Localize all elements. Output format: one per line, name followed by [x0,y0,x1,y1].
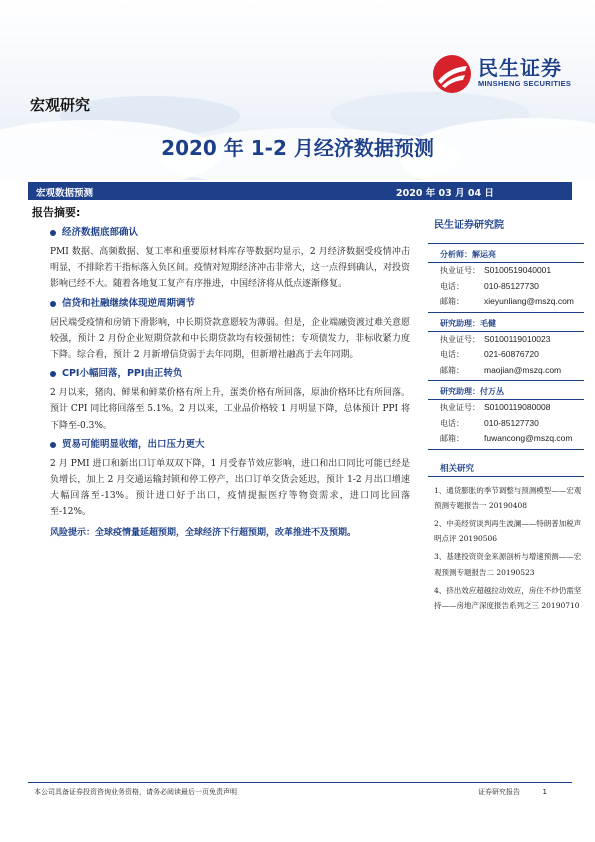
related-research-list [428,483,584,614]
summary-title: 报告摘要: [32,206,81,219]
related-research-title: 相关研究 [440,463,475,474]
page-title: 2020 年 1-2 月经济数据预测 [161,136,434,160]
assistant-role: 研究助理：付万丛 [440,387,504,396]
minsheng-logo-icon [432,54,472,94]
summary-paragraph: PMI 数据、高频数据、复工率和重要原材料库存等数据均显示，2 月经济数据受疫情冲击明显，不排除若干指标落入负区间。疫情对短期经济冲击非常大，这一点得到确认，对投资影响已经不大。随着各地复工复产有序推进，中国经济将从低点逐渐修复。 [50,247,411,290]
contact-row: 电话： 021-60876720 [440,349,539,359]
summary-heading: 贸易可能明显收缩，出口压力更大 [28,438,410,452]
sidebar [428,204,584,616]
analyst-role: 分析师：解运亮 [440,250,496,259]
email-link[interactable]: fuwancong@mszq.com [484,433,573,443]
summary-paragraph: 2 月 PMI 进口和新出口订单双双下降，1 月受春节效应影响，进口和出口同比可能已经是负增长，加上 2 月交通运输封锁和停工停产，出口订单交货会延迟，预计 1-2 月出口增速大幅回落至-13%。预计进口好于出口，疫情提振医疗等物资需求，进口同比回落至-12%。 [50,458,410,518]
summary-paragraph: 2 月以来，猪肉、鲜果和鲜菜价格有所上升，蛋类价格有所回落，原油价格环比有所回落。预计 CPI 同比将回落至 5.1%。2 月以来，工业品价格较 1 月明显下降，总体预计 PPI 将下降至-0.3%。 [50,388,410,431]
contact-row: 电话： 010-85127730 [440,280,539,291]
company-logo [432,52,582,96]
bullet-icon [50,371,56,377]
summary-heading: 信贷和社融继续体现逆周期调节 [28,297,410,311]
summary-column [28,204,410,541]
summary-paragraph: 居民端受疫情和房销下滑影响，中长期贷款意愿较为薄弱。但是，企业端融资渡过难关意愿较强，预计 2 月份企业短期贷款和中长期贷款均有较强韧性；专项债发力，非标收紧力度下降。综合看，预计 2 月新增信贷弱于去年同期，但新增社融高于去年同期。 [50,317,411,361]
contact-row: 执业证号： S0100119010023 [440,333,551,344]
report-section-label: 宏观研究 [30,96,91,114]
logo-name-en: MINSHENG SECURITIES [478,79,572,88]
email-link[interactable]: xieyunliang@mszq.com [484,296,574,306]
contact-row[interactable]: 邮箱： fuwancong@mszq.com [440,433,573,443]
summary-heading: CPI小幅回落，PPI由正转负 [28,367,410,381]
divider [428,449,584,450]
related-item[interactable]: 2、中美经贸谈判再生波澜——特朗普加税声明点评 20190506 [434,518,582,544]
divider [428,243,584,244]
report-category: 宏观数据预测 [36,188,94,199]
bullet-icon [50,442,56,448]
logo-name-cn: 民生证券 [478,56,562,80]
related-item[interactable]: 4、挤出效应超越拉动效应，房住不炒仍需坚持——房地产深度报告系列之三 20190710 [434,585,582,610]
footer-divider [28,782,572,783]
email-link[interactable]: maojian@mszq.com [484,364,562,375]
footer-info [478,787,547,797]
contact-row: 执业证号： S0100119080008 [440,402,551,412]
contact-row: 电话： 010-85127730 [440,417,539,428]
bullet-icon [50,230,56,236]
category-bar [28,182,572,200]
institute-name: 民生证券研究院 [434,220,504,231]
contact-row[interactable]: 邮箱： xieyunliang@mszq.com [440,296,574,306]
related-item[interactable]: 1、通货膨胀的季节调整与预测模型——宏观预测专题报告一 20190408 [434,485,582,510]
related-item[interactable]: 3、基建投资资金来源剖析与增速预测——宏观预测专题报告二 20190523 [434,552,582,577]
divider [428,476,584,477]
assistant-role: 研究助理：毛健 [440,318,496,328]
footer-doc-type: 证券研究报告 [478,788,520,796]
contact-row: 执业证号： S0100519040001 [440,265,552,275]
summary-heading: 经济数据底部确认 [28,226,410,240]
footer-disclaimer: 本公司具备证券投资咨询业务资格，请务必阅读最后一页免责声明 [34,788,237,796]
contact-row[interactable]: 邮箱： maojian@mszq.com [440,364,562,375]
divider [428,312,584,313]
risk-warning: 风险提示：全球疫情量延超预期，全球经济下行超预期，改革推进不及预期。 [50,527,357,538]
report-date: 2020 年 03 月 04 日 [396,188,494,199]
bullet-icon [50,301,56,307]
page-number: 1 [542,788,547,796]
divider [428,380,584,381]
